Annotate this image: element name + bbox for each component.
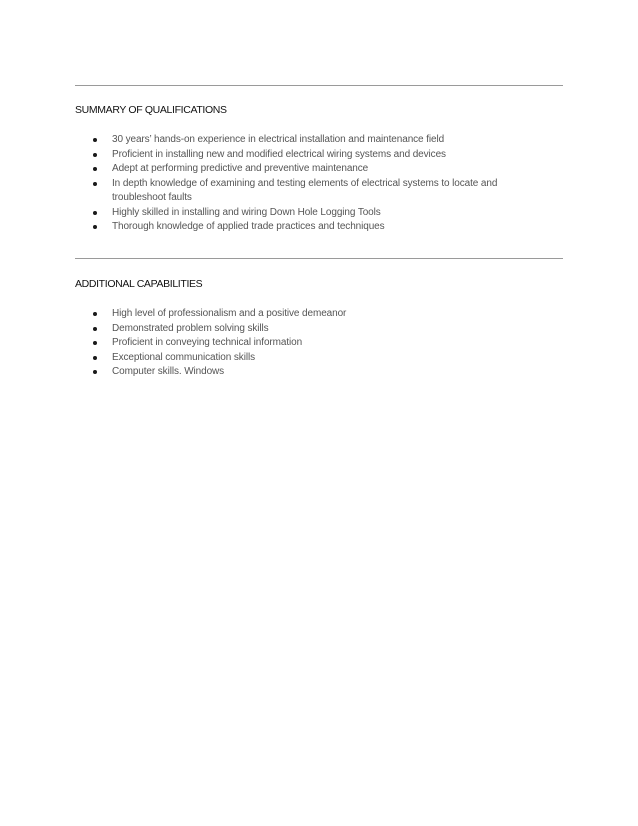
list-item (92, 351, 552, 366)
list-item (92, 206, 552, 221)
list-item-text: In depth knowledge of examining and testing elements of electrical systems to locate and troubleshoot faults (112, 177, 498, 203)
list-item-text: Computer skills. Windows (112, 366, 225, 377)
bullet-icon (93, 167, 97, 171)
qualifications-list (92, 133, 552, 235)
bullet-icon (93, 327, 97, 331)
list-item-text: High level of professionalism and a positive demeanor (112, 308, 347, 319)
bullet-icon (93, 182, 97, 186)
bullet-icon (93, 225, 97, 229)
list-item-text: Proficient in conveying technical information (112, 337, 303, 348)
list-item (92, 322, 552, 337)
bullet-icon (93, 138, 97, 142)
section-divider (75, 258, 563, 259)
bullet-icon (93, 341, 97, 345)
list-item (92, 336, 552, 351)
capabilities-heading: ADDITIONAL CAPABILITIES (75, 278, 203, 290)
bullet-icon (93, 153, 97, 157)
list-item (92, 133, 552, 148)
qualifications-heading: SUMMARY OF QUALIFICATIONS (75, 104, 227, 116)
bullet-icon (93, 211, 97, 215)
list-item-text: Adept at performing predictive and preventive maintenance (112, 163, 369, 174)
list-item (92, 177, 552, 206)
list-item-text: Demonstrated problem solving skills (112, 322, 269, 334)
list-item-text: Highly skilled in installing and wiring Down Hole Logging Tools (112, 206, 381, 218)
list-item (92, 220, 552, 235)
list-item-text: Proficient in installing new and modified electrical wiring systems and devices (112, 148, 446, 160)
list-item (92, 162, 552, 177)
section-divider (75, 85, 563, 86)
list-item (92, 307, 552, 322)
bullet-icon (93, 370, 97, 374)
capabilities-list (92, 307, 552, 380)
list-item (92, 148, 552, 163)
list-item-text: Exceptional communication skills (112, 351, 255, 363)
list-item-text: Thorough knowledge of applied trade practices and techniques (112, 221, 385, 232)
bullet-icon (93, 312, 97, 316)
list-item-text: 30 years’ hands-on experience in electrical installation and maintenance field (112, 134, 445, 145)
list-item (92, 365, 552, 380)
bullet-icon (93, 356, 97, 360)
